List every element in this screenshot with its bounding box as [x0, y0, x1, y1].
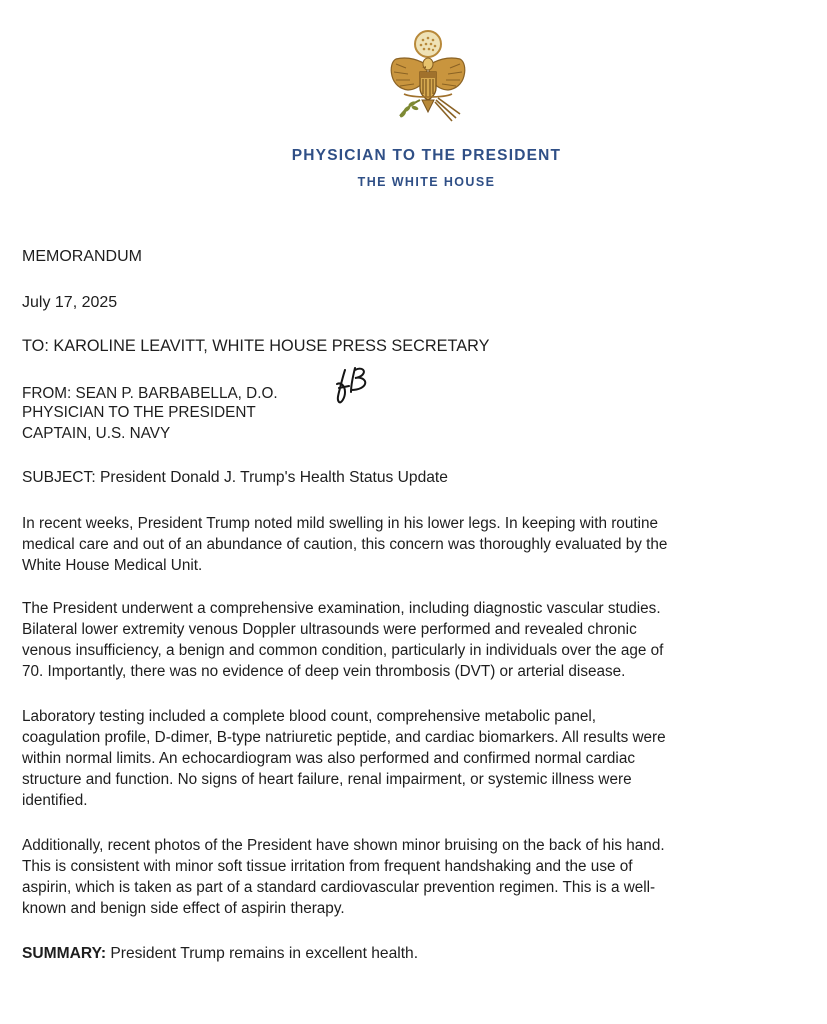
memo-from-rank: CAPTAIN, U.S. NAVY: [22, 425, 171, 442]
letterhead-location: THE WHITE HOUSE: [357, 175, 496, 189]
paragraph-examination: [22, 598, 812, 682]
paragraph-laboratory: [22, 706, 812, 811]
signature-initials: [333, 362, 377, 406]
memo-date: July 17, 2025: [22, 294, 118, 311]
paragraph-bruising: [22, 835, 812, 919]
paragraph-line: coagulation profile, D-dimer, B-type natriuretic peptide, and cardiac biomarkers. All results were: [22, 729, 666, 746]
paragraph-line: within normal limits. An echocardiogram was also performed and confirmed normal cardiac: [22, 750, 635, 767]
paragraph-line: known and benign side effect of aspirin therapy.: [22, 900, 345, 917]
paragraph-line: venous insufficiency, a benign and common condition, particularly in individuals over the age of: [22, 642, 664, 659]
paragraph-line: Bilateral lower extremity venous Doppler ultrasounds were performed and revealed chronic: [22, 621, 637, 638]
paragraph-line: This is consistent with minor soft tissue irritation from frequent handshaking and the use of: [22, 858, 633, 875]
paragraph-line: 70. Importantly, there was no evidence of deep vein thrombosis (DVT) or arterial disease.: [22, 663, 626, 680]
memo-subject: SUBJECT: President Donald J. Trump's Health Status Update: [22, 469, 448, 486]
memo-type: MEMORANDUM: [22, 248, 142, 265]
paragraph-line: structure and function. No signs of heart failure, renal impairment, or systemic illness were: [22, 771, 632, 788]
letterhead-office: PHYSICIAN TO THE PRESIDENT: [291, 147, 562, 164]
summary-line: [22, 943, 418, 964]
paragraph-line: identified.: [22, 792, 88, 809]
memo-from: FROM: SEAN P. BARBABELLA, D.O.: [22, 385, 278, 402]
memo-to: TO: KAROLINE LEAVITT, WHITE HOUSE PRESS SECRETARY: [22, 337, 490, 355]
memo-from-title: PHYSICIAN TO THE PRESIDENT: [22, 404, 256, 421]
paragraph-line: In recent weeks, President Trump noted mild swelling in his lower legs. In keeping with routine: [22, 515, 658, 532]
paragraph-swelling: [22, 513, 812, 576]
summary-label: SUMMARY:: [22, 945, 107, 962]
paragraph-line: medical care and out of an abundance of caution, this concern was thoroughly evaluated by the: [22, 536, 668, 553]
paragraph-line: aspirin, which is taken as part of a standard cardiovascular prevention regimen. This is a well-: [22, 879, 656, 896]
paragraph-line: The President underwent a comprehensive examination, including diagnostic vascular studies.: [22, 600, 661, 617]
paragraph-line: White House Medical Unit.: [22, 557, 203, 574]
paragraph-line: Additionally, recent photos of the President have shown minor bruising on the back of his hand.: [22, 837, 665, 854]
summary-text: President Trump remains in excellent health.: [106, 945, 419, 962]
eagle-seal-icon: [382, 26, 474, 124]
paragraph-line: Laboratory testing included a complete blood count, comprehensive metabolic panel,: [22, 708, 596, 725]
